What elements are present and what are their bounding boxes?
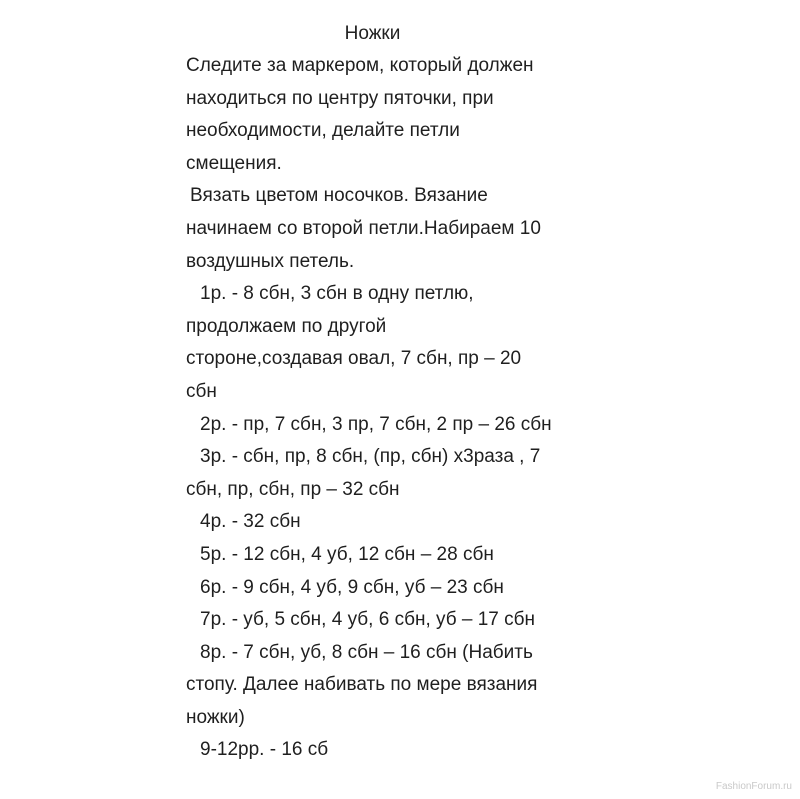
row-instruction: 8р. - 7 сбн, уб, 8 сбн – 16 сбн (Набить — [200, 641, 533, 663]
section-title: Ножки — [344, 23, 401, 44]
text-line: Следите за маркером, который должен — [186, 55, 534, 76]
row-instruction: 7р. - уб, 5 сбн, 4 уб, 6 сбн, уб – 17 сбн — [200, 609, 536, 631]
text-line: стороне,создавая овал, 7 сбн, пр – 20 — [186, 348, 522, 370]
row-instruction: 1р. - 8 сбн, 3 сбн в одну петлю, — [200, 283, 474, 305]
watermark: FashionForum.ru — [715, 781, 792, 792]
row-instruction: 4р. - 32 сбн — [200, 511, 301, 533]
text-line: ножки) — [186, 706, 245, 728]
row-instruction: 2р. - пр, 7 сбн, 3 пр, 7 сбн, 2 пр – 26 сбн — [200, 413, 552, 435]
row-instruction: 3р. - сбн, пр, 8 сбн, (пр, сбн) x3раза , 7 — [200, 446, 541, 468]
row-instruction: 9-12рр. - 16 сб — [200, 739, 329, 761]
text-line: продолжаем по другой — [186, 315, 387, 337]
text-line: сбн, пр, сбн, пр – 32 сбн — [186, 478, 400, 500]
text-line: начинаем со второй петли.Набираем 10 — [186, 217, 541, 239]
row-instruction: 6р. - 9 сбн, 4 уб, 9 сбн, уб – 23 сбн — [200, 576, 504, 598]
instructions-text — [186, 50, 616, 767]
text-line: необходимости, делайте петли — [186, 120, 460, 142]
text-line: сбн — [186, 380, 217, 402]
text-line: стопу. Далее набивать по мере вязания — [186, 674, 538, 696]
text-line: Вязать цветом носочков. Вязание — [190, 185, 488, 207]
row-instruction: 5р. - 12 сбн, 4 уб, 12 сбн – 28 сбн — [200, 543, 494, 565]
text-line: воздушных петель. — [186, 250, 355, 272]
text-line: находиться по центру пяточки, при — [186, 87, 494, 109]
text-line: смещения. — [186, 152, 282, 174]
